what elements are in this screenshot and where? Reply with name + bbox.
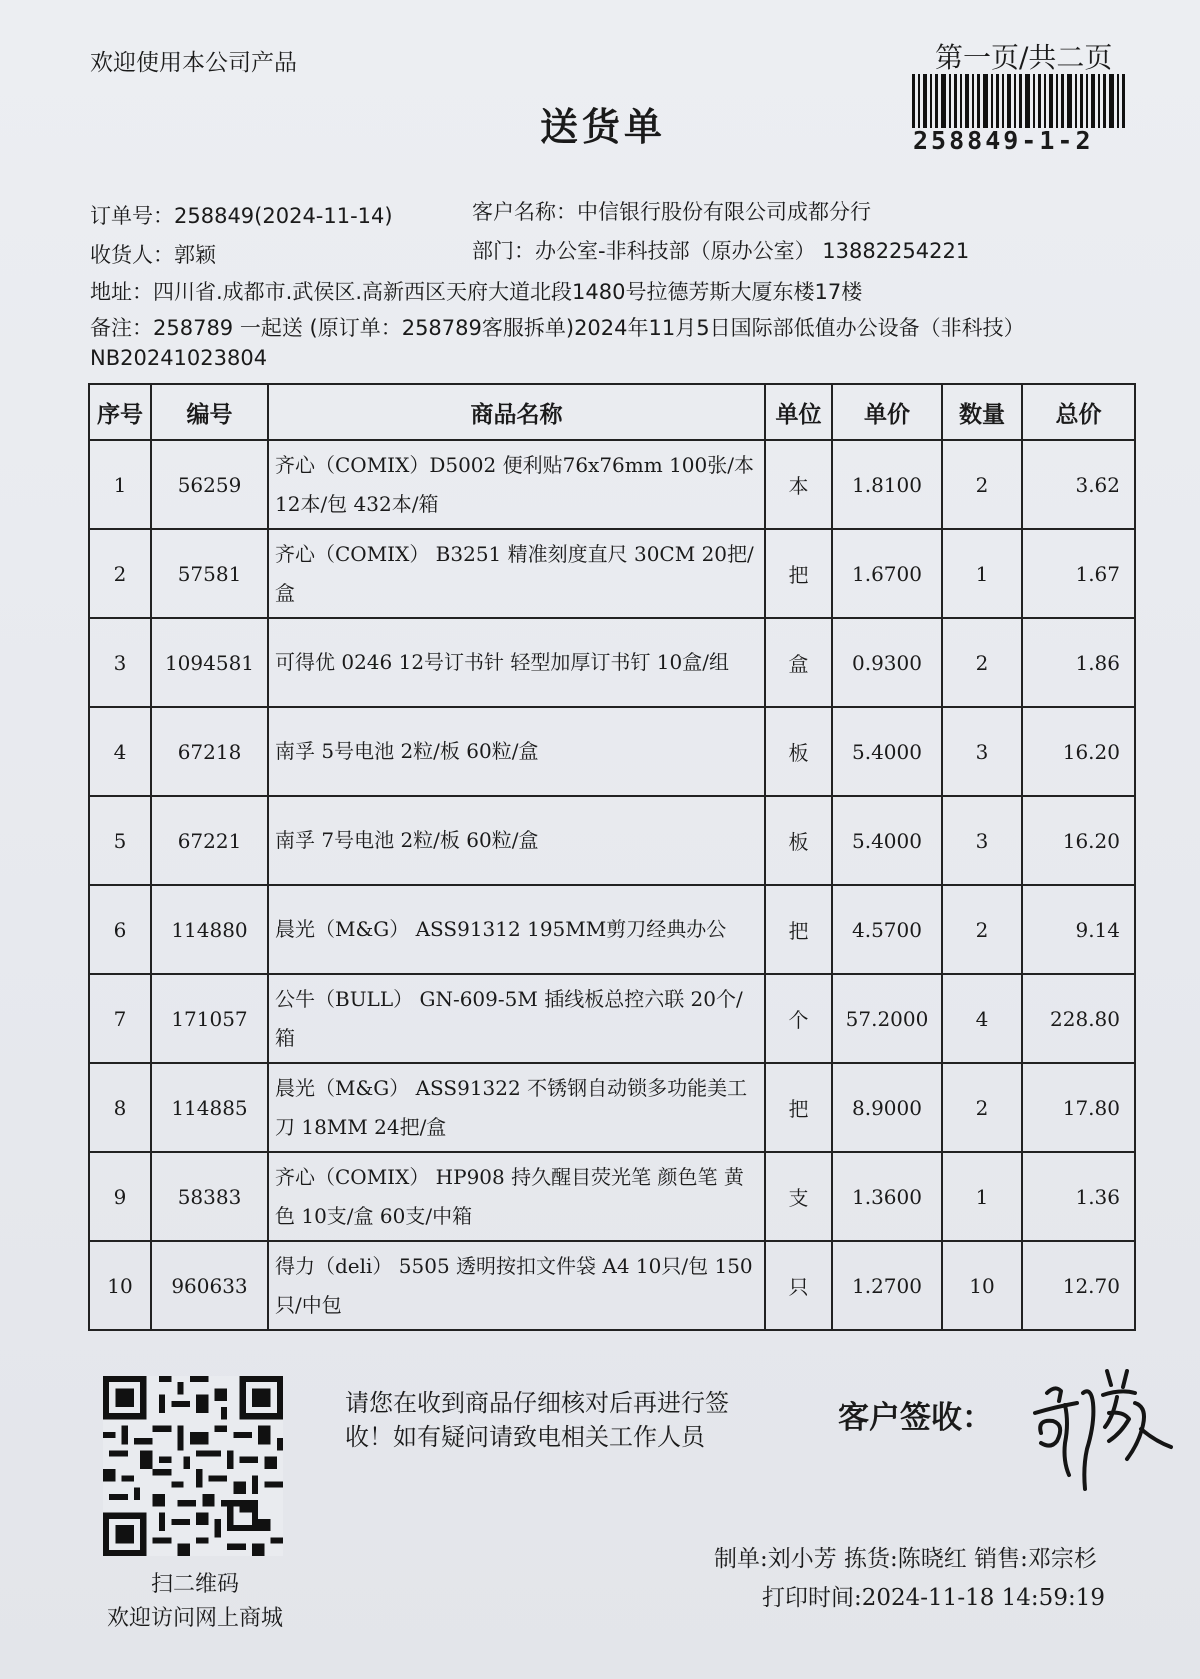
header-code: 编号 [151, 384, 268, 440]
row-unit: 把 [765, 1063, 832, 1152]
row-quantity: 10 [942, 1241, 1022, 1330]
address-value: 四川省.成都市.武侯区.高新西区天府大道北段1480号拉德芳斯大厦东楼17楼 [153, 280, 863, 304]
order-number [90, 200, 393, 230]
row-product-name: 南孚 7号电池 2粒/板 60粒/盒 [268, 796, 765, 885]
row-serial: 2 [89, 529, 151, 618]
order-number-value: 258849(2024-11-14) [174, 204, 393, 228]
row-quantity: 2 [942, 440, 1022, 529]
table-row [89, 440, 1135, 529]
address-label: 地址： [90, 280, 153, 304]
row-quantity: 2 [942, 885, 1022, 974]
row-code: 58383 [151, 1152, 268, 1241]
remark-value: 258789 一起送 (原订单：258789客服拆单)2024年11月5日国际部低值办公设备（非科技） [153, 316, 1025, 340]
row-unit-price: 5.4000 [832, 707, 942, 796]
table-row [89, 796, 1135, 885]
row-unit-price: 1.3600 [832, 1152, 942, 1241]
row-product-name: 晨光（M&G） ASS91322 不锈钢自动锁多功能美工刀 18MM 24把/盒 [268, 1063, 765, 1152]
row-quantity: 1 [942, 1152, 1022, 1241]
row-product-name: 齐心（COMIX） HP908 持久醒目荧光笔 颜色笔 黄色 10支/盒 60支/中箱 [268, 1152, 765, 1241]
row-serial: 3 [89, 618, 151, 707]
customer-sign-label: 客户签收： [838, 1400, 993, 1436]
table-row [89, 529, 1135, 618]
row-serial: 5 [89, 796, 151, 885]
row-total: 16.20 [1022, 707, 1135, 796]
row-quantity: 2 [942, 1063, 1022, 1152]
document-title: 送货单 [540, 105, 667, 149]
table-row [89, 1241, 1135, 1330]
row-quantity: 3 [942, 796, 1022, 885]
row-unit-price: 1.8100 [832, 440, 942, 529]
row-code: 114880 [151, 885, 268, 974]
row-product-name: 晨光（M&G） ASS91312 195MM剪刀经典办公 [268, 885, 765, 974]
row-total: 9.14 [1022, 885, 1135, 974]
row-unit-price: 1.6700 [832, 529, 942, 618]
welcome-text: 欢迎使用本公司产品 [90, 50, 297, 76]
row-unit: 个 [765, 974, 832, 1063]
row-code: 67221 [151, 796, 268, 885]
row-serial: 8 [89, 1063, 151, 1152]
row-unit: 板 [765, 796, 832, 885]
handwritten-signature [1025, 1363, 1175, 1501]
row-unit: 盒 [765, 618, 832, 707]
department [472, 235, 969, 265]
row-total: 17.80 [1022, 1063, 1135, 1152]
row-quantity: 1 [942, 529, 1022, 618]
row-serial: 7 [89, 974, 151, 1063]
row-quantity: 3 [942, 707, 1022, 796]
department-label: 部门： [472, 239, 535, 263]
items-table [88, 383, 1136, 1331]
row-code: 57581 [151, 529, 268, 618]
row-unit-price: 57.2000 [832, 974, 942, 1063]
table-row [89, 618, 1135, 707]
department-value: 办公室-非科技部（原办公室） 13882254221 [535, 239, 970, 263]
customer-name-value: 中信银行股份有限公司成都分行 [577, 200, 871, 224]
receiver-label: 收货人： [90, 243, 174, 267]
table-row [89, 1063, 1135, 1152]
qr-code[interactable] [103, 1376, 283, 1556]
row-product-name: 可得优 0246 12号订书针 轻型加厚订书钉 10盒/组 [268, 618, 765, 707]
row-quantity: 4 [942, 974, 1022, 1063]
receiver-value: 郭颖 [174, 243, 216, 267]
remark-line-2: NB20241023804 [90, 346, 268, 370]
row-unit-price: 5.4000 [832, 796, 942, 885]
order-number-label: 订单号： [90, 204, 174, 228]
row-unit-price: 0.9300 [832, 618, 942, 707]
row-total: 1.67 [1022, 529, 1135, 618]
customer-name-label: 客户名称： [472, 200, 577, 224]
row-unit: 本 [765, 440, 832, 529]
remark [90, 312, 1025, 342]
row-total: 16.20 [1022, 796, 1135, 885]
row-quantity: 2 [942, 618, 1022, 707]
table-row [89, 707, 1135, 796]
row-product-name: 南孚 5号电池 2粒/板 60粒/盒 [268, 707, 765, 796]
header-unit: 单位 [765, 384, 832, 440]
print-time: 打印时间:2024-11-18 14:59:19 [762, 1585, 1105, 1611]
row-product-name: 齐心（COMIX） B3251 精准刻度直尺 30CM 20把/盒 [268, 529, 765, 618]
qr-caption-line-1: 扫二维码 [150, 1572, 239, 1597]
row-total: 12.70 [1022, 1241, 1135, 1330]
header-serial: 序号 [89, 384, 151, 440]
row-code: 56259 [151, 440, 268, 529]
row-serial: 6 [89, 885, 151, 974]
row-product-name: 得力（deli） 5505 透明按扣文件袋 A4 10只/包 150只/中包 [268, 1241, 765, 1330]
row-code: 1094581 [151, 618, 268, 707]
signing-notice: 请您在收到商品仔细核对后再进行签收！如有疑问请致电相关工作人员 [345, 1389, 729, 1451]
row-unit: 板 [765, 707, 832, 796]
row-unit: 把 [765, 885, 832, 974]
row-total: 228.80 [1022, 974, 1135, 1063]
page-indicator: 第一页/共二页 [935, 41, 1113, 74]
table-row [89, 974, 1135, 1063]
row-product-name: 公牛（BULL） GN-609-5M 插线板总控六联 20个/箱 [268, 974, 765, 1063]
qr-caption [90, 1568, 300, 1636]
customer-name [472, 196, 871, 226]
row-unit-price: 8.9000 [832, 1063, 942, 1152]
remark-label: 备注： [90, 316, 153, 340]
table-header-row [89, 384, 1135, 440]
table-row [89, 1152, 1135, 1241]
header-quantity: 数量 [942, 384, 1022, 440]
barcode-number: 258849-1-2 [913, 126, 1094, 155]
receiver [90, 239, 216, 269]
row-unit: 把 [765, 529, 832, 618]
row-total: 1.36 [1022, 1152, 1135, 1241]
row-code: 114885 [151, 1063, 268, 1152]
row-serial: 4 [89, 707, 151, 796]
row-total: 1.86 [1022, 618, 1135, 707]
row-unit-price: 4.5700 [832, 885, 942, 974]
row-product-name: 齐心（COMIX）D5002 便利贴76x76mm 100张/本 12本/包 432本/箱 [268, 440, 765, 529]
row-unit: 只 [765, 1241, 832, 1330]
row-total: 3.62 [1022, 440, 1135, 529]
row-serial: 9 [89, 1152, 151, 1241]
qr-caption-line-2: 欢迎访问网上商城 [106, 1606, 283, 1631]
header-product-name: 商品名称 [268, 384, 765, 440]
row-unit-price: 1.2700 [832, 1241, 942, 1330]
row-unit: 支 [765, 1152, 832, 1241]
header-total: 总价 [1022, 384, 1135, 440]
staff-line: 制单:刘小芳 拣货:陈晓红 销售:邓宗杉 [714, 1546, 1097, 1572]
row-serial: 10 [89, 1241, 151, 1330]
row-code: 171057 [151, 974, 268, 1063]
header-unit-price: 单价 [832, 384, 942, 440]
barcode [912, 74, 1125, 128]
row-serial: 1 [89, 440, 151, 529]
row-code: 960633 [151, 1241, 268, 1330]
address [90, 276, 862, 306]
row-code: 67218 [151, 707, 268, 796]
table-row [89, 885, 1135, 974]
